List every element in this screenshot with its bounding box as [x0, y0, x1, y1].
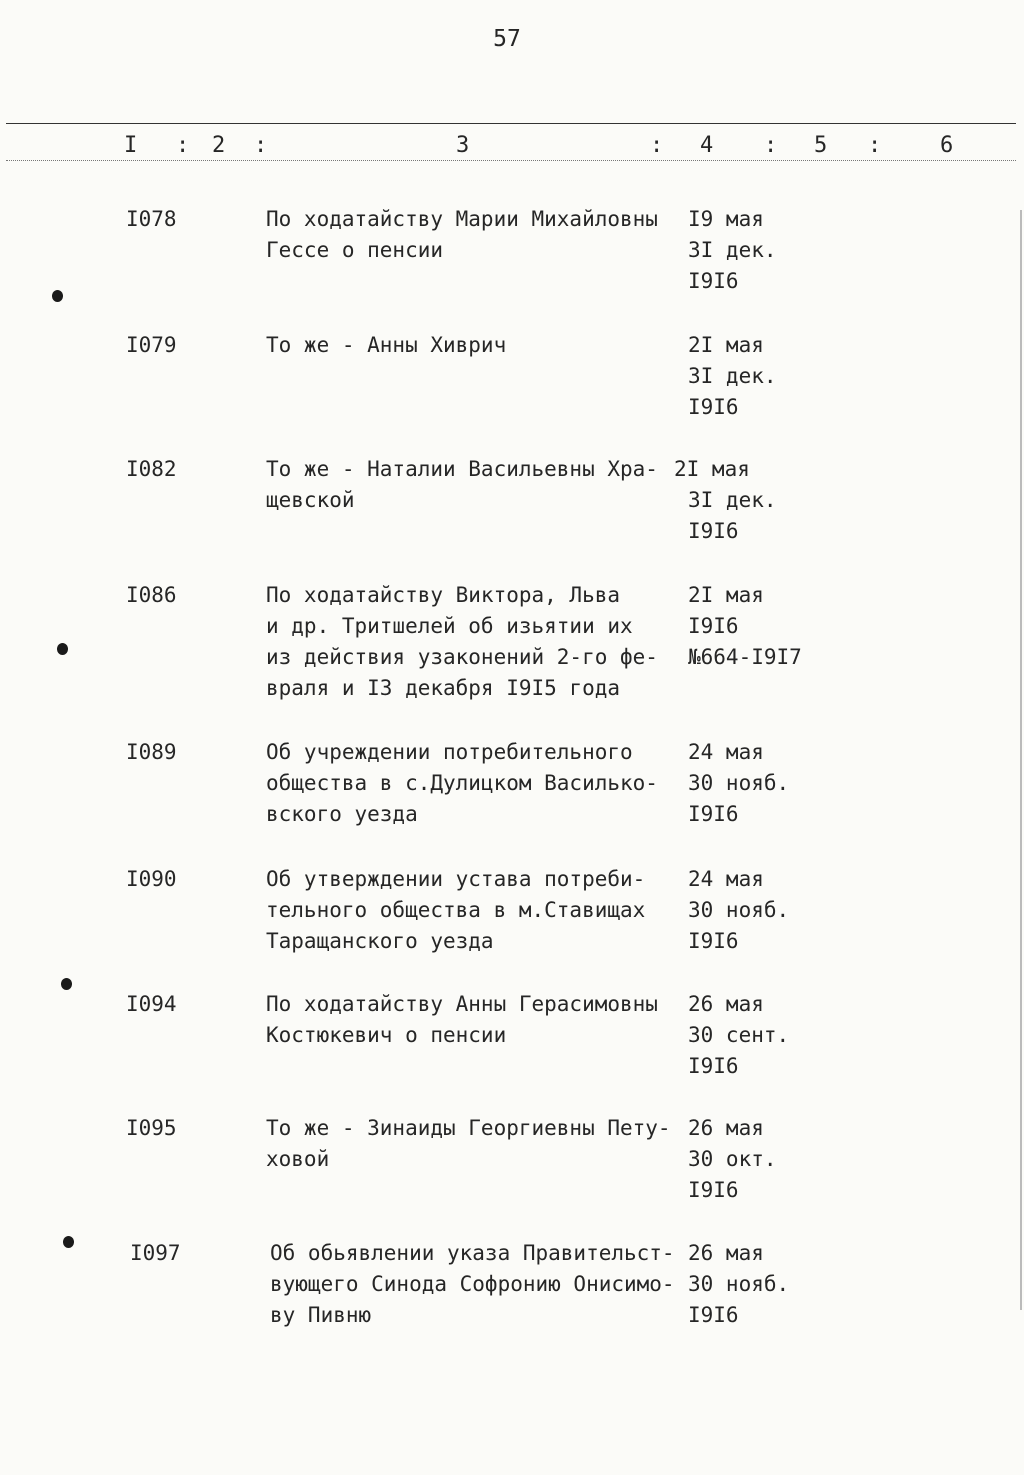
header-col-1: I	[124, 133, 138, 158]
header-col-4: 4	[700, 133, 714, 158]
file-number: I095	[126, 1116, 177, 1140]
header-col-3: 3	[456, 133, 470, 158]
binding-hole-mark	[52, 290, 63, 302]
file-description: По ходатайству Виктора, Льва и др. Тритшелей об изьятии их из действия узаконений 2-го фе- враля и I3 декабря I9I5 года	[266, 583, 658, 700]
file-description: Об учреждении потребительного общества в с.Дулицком Василько- вского уезда	[266, 740, 658, 826]
header-col-5: 5	[814, 133, 828, 158]
binding-hole-mark	[63, 1236, 74, 1248]
file-dates: 26 мая 30 окт. I9I6	[688, 1116, 777, 1202]
binding-hole-mark	[57, 643, 68, 655]
file-dates: I9 мая 3I дек. I9I6	[688, 207, 777, 293]
file-description: Об обьявлении указа Правительст- вующего Синода Софронию Онисимо- ву Пивню	[270, 1241, 675, 1327]
header-separator: :	[764, 133, 778, 158]
file-dates: 26 мая 30 нояб. I9I6	[688, 1241, 790, 1327]
file-dates: 2I мая 3I дек. I9I6	[674, 457, 777, 543]
header-bottom-rule	[6, 160, 1016, 161]
file-number: I086	[126, 583, 177, 607]
file-description: По ходатайству Анны Герасимовны Костюкевич о пенсии	[266, 992, 658, 1047]
file-number: I078	[126, 207, 177, 231]
file-dates: 2I мая 3I дек. I9I6	[688, 333, 777, 419]
header-col-6: 6	[940, 133, 954, 158]
file-dates: 2I мая I9I6 №664-I9I7	[688, 583, 802, 669]
page-number: 57	[493, 26, 521, 52]
file-number: I082	[126, 457, 177, 481]
file-number: I079	[126, 333, 177, 357]
binding-hole-mark	[61, 978, 72, 990]
file-number: I094	[126, 992, 177, 1016]
file-dates: 24 мая 30 нояб. I9I6	[688, 867, 790, 953]
file-number: I097	[130, 1241, 181, 1265]
file-number: I089	[126, 740, 177, 764]
header-separator: :	[650, 133, 664, 158]
file-description: По ходатайству Марии Михайловны Гессе о пенсии	[266, 207, 658, 262]
page-edge-line	[1020, 210, 1022, 1310]
file-description: То же - Анны Хиврич	[266, 333, 507, 357]
file-description: То же - Зинаиды Георгиевны Пету- ховой	[266, 1116, 671, 1171]
header-separator: :	[254, 133, 268, 158]
header-separator: :	[176, 133, 190, 158]
header-separator: :	[868, 133, 882, 158]
file-number: I090	[126, 867, 177, 891]
file-dates: 26 мая 30 сент. I9I6	[688, 992, 790, 1078]
header-top-rule	[6, 123, 1016, 124]
file-dates: 24 мая 30 нояб. I9I6	[688, 740, 790, 826]
file-description: То же - Наталии Васильевны Хра- щевской	[266, 457, 658, 512]
file-description: Об утверждении устава потреби- тельного общества в м.Ставищах Таращанского уезда	[266, 867, 646, 953]
header-col-2: 2	[212, 133, 226, 158]
